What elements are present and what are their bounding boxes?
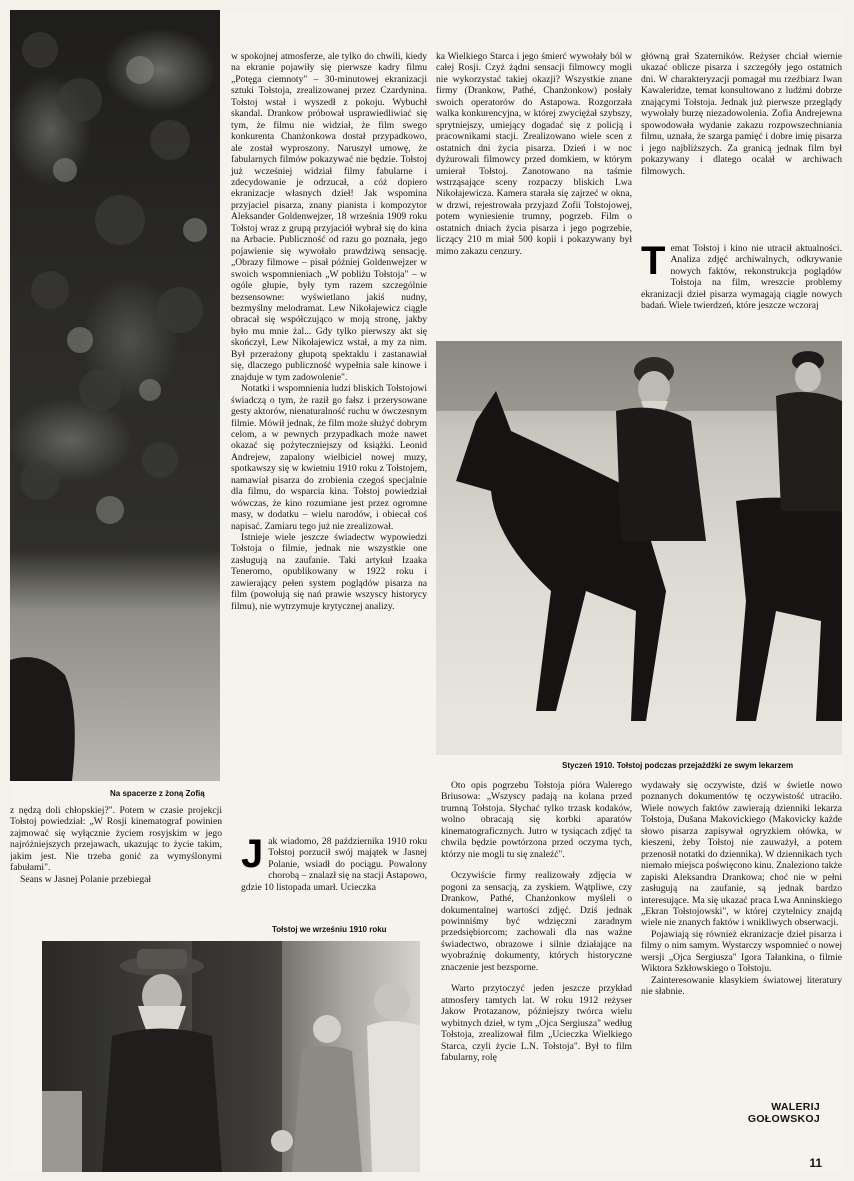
author-last-name: GOŁOWSKOJ	[747, 1113, 820, 1125]
column-2-text	[231, 51, 427, 612]
author-first-name: WALERIJ	[771, 1101, 820, 1113]
paragraph: Zainteresowanie klasykiem światowej literatury nie słabnie.	[641, 974, 842, 998]
photo-tolstoy-family	[42, 941, 420, 1172]
paragraph: Seans w Jasnej Polanie przebiegał	[20, 873, 152, 885]
magazine-page	[10, 10, 842, 1172]
photo-walk-with-wife	[10, 10, 220, 781]
paragraph: z nędzą doli chłopskiej?". Potem w czasie projekcji Tołstoj powiedział: „W Rosji kinematograf powinien zajmować się wyłącznie życiem rosyjskim w jego najróżniejszych przejawach, ukazując to życie takim, jakim jest. Nie trzeba gonić za wymyślonymi fabułami".	[10, 805, 222, 874]
photo-ride-illustration	[436, 341, 842, 755]
paragraph: Pojawiają się również ekranizacje dzieł pisarza i filmy o nim samym. Wystarczy wspomnieć o nowej wersji „Ojca Sergiusza" Igora Tałankina, o filmie Wiktora Szkłowskiego o Tołstoju.	[641, 928, 842, 975]
column-3-bottom-text	[441, 780, 632, 1063]
paragraph: emat Tołstoj i kino nie utracił aktualności. Analiza zdjęć archiwalnych, odkrywanie nowych faktów, rekonstrukcja poglądów Tołstoja na film, wreszcie problemy ekranizacji dzieł pisarza wymagają ciągle nowych badań. Wiele twierdzeń, które jeszcze wczoraj	[641, 243, 842, 312]
caption-family: Tołstoj we wrześniu 1910 roku	[272, 925, 387, 934]
paragraph: Warto przytoczyć jeden jeszcze przykład atmosfery tamtych lat. W roku 1912 reżyser Jakow Protazanow, późniejszy twórca wielu wybitnych dzieł, w tym „Ojca Sergiusza" według Tołstoja, zrealizował film „Ucieczka Wielkiego Starca, czyli życie L.N. Tołstoja". Był to film fabularny, rolę	[441, 983, 632, 1063]
column-3-text	[436, 51, 632, 257]
paragraph: w spokojnej atmosferze, ale tylko do chwili, kiedy na ekranie pojawiły się pierwsze kadry filmu „Potęga ciemnoty" – 30-minutowej ekranizacji sztuki Tołstoja, zrealizowanej przez Czardynina. Tołstoj wstał i wyszedł z pokoju. Wybuchł skandal. Drankow próbował usprawiedliwiać się tym, że filmu nie widział, że film swego konkurenta Chanżonkowa dostał przypadkowo, ale został wyproszony. Naruszył umowę, że fabularnych filmów pokazywać nie będzie. Tołstoj już wcześniej widział filmy fabularne i zdecydowanie je odrzucał, a cóż dopiero ekranizacje własnych dzieł! Jak wspomina przyjaciel pisarza, znany pianista i kompozytor Aleksander Goldenwejzer, 18 września 1909 roku Tołstoj wraz z grupą przyjaciół wybrał się do kina na Arbacie. Publiczność od razu go poznała, jego pojawienie się wywołało prawdziwą sensację. „Obrazy filmowe – pisał później Goldenwejzer w swoich wspomnieniach „W pobliżu Tołstoja" – w ogóle głupie, były tym razem szczególnie bezsensowne: wyświetlano jakiś nudny, bezmyślny melodramat. Lew Nikołajewicz ciągle obracał się współczująco w moją stronę, jakby było mu mnie żal... Gdy tylko pierwszy akt się skończył, Lew Nikołajewicz wstał, a my za nim. Był przerażony głupotą spektaklu i zastanawiał się, dlaczego publiczność wypełnia sale kinowe i znajduje w tym zadowolenie".	[231, 51, 427, 383]
column-4-middle-text	[641, 239, 842, 312]
caption-ride: Styczeń 1910. Tołstoj podczas przejażdżki ze swym lekarzem	[562, 761, 794, 770]
column-4-bottom-text	[641, 780, 842, 998]
column-4-text	[641, 51, 842, 177]
column-1-bottom-text	[10, 805, 222, 885]
paragraph: Oczywiście firmy realizowały zdjęcia w pogoni za sensacją, za zyskiem. Wątpliwe, czy Drankow, Pathé, Chanżonkow myśleli o dokumentalnej wartości zdjęć. Dziś jednak powinniśmy być wdzięczni zaradnym przedsiębiorcom; zachowali dla nas ważne świadectwo, obrazowe i silnie działające na wyobraźnię dokumenty, których historyczne znaczenie jest bezsporne.	[441, 870, 632, 973]
column-2-bottom-text	[241, 832, 427, 893]
paragraph: Istnieje wiele jeszcze świadectw wypowiedzi Tołstoja o filmie, jednak nie wszystkie one zasługują na zaufanie. Taki artykuł Izaaka Teneromo, opublikowany w 1922 roku i zawierający pełen system poglądów pisarza na film (powołują się nań prawie wszyscy historycy filmu), nie wytrzymuje krytycznej analizy.	[231, 532, 427, 612]
drop-cap: T	[641, 239, 666, 283]
paragraph: Oto opis pogrzebu Tołstoja pióra Walerego Briusowa: „Wszyscy padają na kolana przed trumną Tołstoja. Słychać tylko trzask kodaków, wolno obracają się korbki aparatów kinematograficznych. Jutro w tysiącach zdjęć ta chwila będzie powtórzona przed oczyma tych, którzy nie mogli tu się znaleźć".	[441, 780, 632, 860]
author-byline	[748, 1101, 820, 1125]
drop-cap: J	[241, 832, 264, 876]
photo-walk-illustration	[10, 10, 220, 781]
paragraph: ka Wielkiego Starca i jego śmierć wywołały ból w całej Rosji. Czyż żądni sensacji filmowcy mogli nie wykorzystać takiej okazji? Wszystkie znane firmy (Drankow, Pathé, Chanżonkow) posłały swoich operatorów do Astapowa. Rozgorzała walka konkurencyjna, w której zwyciężał szybszy, sprytniejszy, umiejący dogadać się z policją i pracownikami stacji. Zrealizowano wiele scen z ostatnich dni życia pisarza. Dzień i w noc dyżurowali filmowcy przed domkiem, w którym umierał Tołstoj. Zanotowano na taśmie wstrząsające sceny rozpaczy bliskich Lwa Nikołajewicza. Kamera starała się zajrzeć w okna, w drzwi, rejestrowała przyjazd Zofii Tołstojowej, potem wyniesienie trumny, pogrzeb. Film o ostatnich dniach życia pisarza i jego pogrzebie, liczący 210 m miał 500 kopii i pokazywany był mimo zakazu cenzury.	[436, 51, 632, 257]
page-number: 11	[809, 1156, 822, 1170]
caption-walk: Na spacerze z żoną Zofią	[110, 789, 205, 798]
paragraph: główną grał Szaterników. Reżyser chciał wiernie ukazać oblicze pisarza i szczegóły jego ostatnich dni. W charakteryzacji pomagał mu rzeźbiarz Iwan Kawaleridze, temat konsultowano z ludźmi dobrze znającymi Tołstoja. Jednak już pierwsze przeglądy wywołały burzę niezadowolenia. Zofia Andrejewna spowodowała wydanie zakazu rozpowszechniania filmu, uznała, że szarga pamięć i dobre imię pisarza i jego najbliższych. Za granicą jednak film był pokazywany i dlatego ocalał w archiwach filmowych.	[641, 51, 842, 177]
photo-tolstoy-ride	[436, 341, 842, 755]
photo-family-illustration	[42, 941, 420, 1172]
paragraph: Notatki i wspomnienia ludzi bliskich Tołstojowi świadczą o tym, że raził go fałsz i przerysowane gesty aktorów, nienaturalność ruchu w ówczesnym filmie. Mówił jednak, że film może służyć dobrym celom, a w pewnych przypadkach może nawet okazać się pożyteczniejszy od książki. Leonid Andrejew, zapalony wielbiciel nowej muzy, spotkawszy się w kwietniu 1910 roku z Tołstojem, namawiał pisarza do zrobienia czegoś specjalnie dla filmu, do wsparcia kina. Tołstoj powiedział wówczas, że kino rozumiane jest przez ogromne masy, w dodatku – wielu narodów, i obiecał coś napisać. Zamiaru tego już nie zrealizował.	[231, 383, 427, 532]
paragraph: wydawały się oczywiste, dziś w świetle nowo poznanych dokumentów tę oczywistość utraciło. Wiele nowych faktów zawierają dzienniki lekarza Tołstoja, Dušana Makovickiego (Makovicky każde słowo pisarza zapisywał ogryzkiem ołówka, w kieszeni, żeby Tołstoj nie zauważył, a potem przenosił notatki do dziennika). W dziennikach tych niemało miejsca poświęcono kinu. Znaleziono także zapiski Aleksandra Drankowa; choć nie w pełni zasługują na zaufanie, są jednak bardzo interesujące. Ma się ukazać praca Lwa Anninskiego „Ekran Tołstojowski", w której czytelnicy znajdą wiele nie znanych faktów i wnikliwych obserwacji.	[641, 780, 842, 929]
paragraph: ak wiadomo, 28 października 1910 roku Tołstoj porzucił swój majątek w Jasnej Polanie, wsiadł do pociągu. Powalony chorobą – znalazł się na stacji Astapowo, gdzie 10 listopada umarł. Ucieczka	[241, 836, 427, 893]
